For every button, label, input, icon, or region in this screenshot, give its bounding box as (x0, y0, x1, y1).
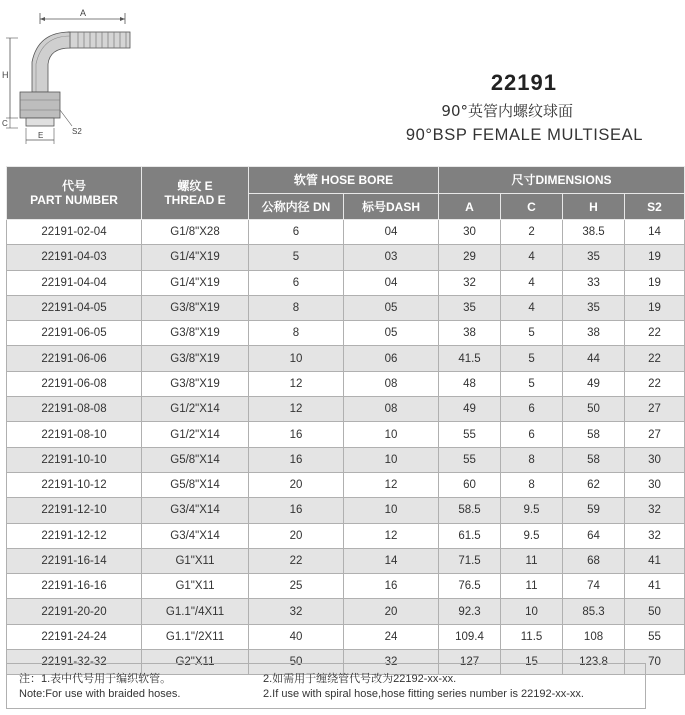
cell-part-number: 22191-08-08 (7, 397, 142, 422)
cell-dim-h: 64 (563, 523, 625, 548)
cell-dim-a: 55 (439, 422, 501, 447)
note-1-english: Note:For use with braided hoses. (19, 688, 181, 700)
cell-dim-a: 30 (439, 220, 501, 245)
header-dash: 标号DASH (344, 194, 439, 220)
cell-dim-a: 49 (439, 397, 501, 422)
cell-thread: G1/8"X28 (142, 220, 249, 245)
cell-dim-a: 29 (439, 245, 501, 270)
cell-dash: 12 (344, 523, 439, 548)
cell-dash: 05 (344, 321, 439, 346)
cell-thread: G2"X11 (142, 650, 249, 675)
table-body (7, 220, 685, 675)
cell-dim-h: 38.5 (563, 220, 625, 245)
cell-dash: 08 (344, 397, 439, 422)
table-row (7, 447, 685, 472)
cell-dim-h: 44 (563, 346, 625, 371)
table-row (7, 270, 685, 295)
cell-dn: 12 (249, 397, 344, 422)
label-c: C (2, 119, 8, 128)
cell-dn: 20 (249, 523, 344, 548)
cell-dim-c: 8 (501, 472, 563, 497)
header-part-number-en: PART NUMBER (30, 193, 118, 207)
cell-dim-s2: 50 (625, 599, 685, 624)
note-2-chinese: 2.如需用于缠绕管代号改为22192-xx-xx. (263, 673, 457, 685)
cell-part-number: 22191-04-05 (7, 295, 142, 320)
table-row (7, 346, 685, 371)
cell-dim-s2: 19 (625, 245, 685, 270)
part-title: 22191 (490, 70, 557, 95)
cell-dim-s2: 30 (625, 447, 685, 472)
cell-dim-h: 85.3 (563, 599, 625, 624)
header-part-number (7, 167, 142, 220)
cell-part-number: 22191-02-04 (7, 220, 142, 245)
table-row (7, 498, 685, 523)
cell-dim-a: 127 (439, 650, 501, 675)
cell-dim-s2: 70 (625, 650, 685, 675)
table-row (7, 321, 685, 346)
cell-dim-s2: 41 (625, 548, 685, 573)
table-row (7, 422, 685, 447)
cell-part-number: 22191-10-10 (7, 447, 142, 472)
header-thread-cn: 螺纹 E (177, 179, 213, 193)
cell-part-number: 22191-06-08 (7, 371, 142, 396)
cell-dim-c: 4 (501, 270, 563, 295)
cell-dim-c: 2 (501, 220, 563, 245)
cell-dash: 08 (344, 371, 439, 396)
cell-dn: 40 (249, 624, 344, 649)
cell-dash: 32 (344, 650, 439, 675)
cell-dim-a: 32 (439, 270, 501, 295)
elbow-fitting-drawing (0, 0, 150, 160)
cell-dim-c: 4 (501, 245, 563, 270)
cell-part-number: 22191-04-04 (7, 270, 142, 295)
cell-dn: 6 (249, 270, 344, 295)
cell-dim-s2: 22 (625, 321, 685, 346)
cell-dash: 06 (344, 346, 439, 371)
cell-dim-c: 6 (501, 422, 563, 447)
cell-dn: 6 (249, 220, 344, 245)
table-row (7, 574, 685, 599)
cell-part-number: 22191-12-10 (7, 498, 142, 523)
cell-dim-s2: 30 (625, 472, 685, 497)
header-dimensions: 尺寸DIMENSIONS (439, 167, 685, 194)
table-row (7, 624, 685, 649)
table-row (7, 523, 685, 548)
cell-dash: 04 (344, 220, 439, 245)
cell-thread: G1"X11 (142, 548, 249, 573)
header-dn: 公称内径 DN (249, 194, 344, 220)
cell-thread: G3/8"X19 (142, 371, 249, 396)
cell-dash: 16 (344, 574, 439, 599)
cell-dim-s2: 27 (625, 397, 685, 422)
header-a: A (439, 194, 501, 220)
cell-dash: 03 (344, 245, 439, 270)
cell-thread: G1/4"X19 (142, 270, 249, 295)
cell-part-number: 22191-08-10 (7, 422, 142, 447)
cell-dn: 8 (249, 321, 344, 346)
cell-dim-h: 50 (563, 397, 625, 422)
cell-dim-h: 49 (563, 371, 625, 396)
header-thread (142, 167, 249, 220)
cell-dim-s2: 14 (625, 220, 685, 245)
cell-dn: 12 (249, 371, 344, 396)
header-c: C (501, 194, 563, 220)
cell-dim-a: 109.4 (439, 624, 501, 649)
cell-dn: 10 (249, 346, 344, 371)
cell-dn: 22 (249, 548, 344, 573)
table-row (7, 245, 685, 270)
cell-dim-h: 35 (563, 245, 625, 270)
cell-dim-c: 4 (501, 295, 563, 320)
header-thread-en: THREAD E (164, 193, 226, 207)
cell-dim-a: 60 (439, 472, 501, 497)
cell-thread: G3/4"X14 (142, 498, 249, 523)
label-h: H (2, 70, 9, 80)
cell-dn: 5 (249, 245, 344, 270)
cell-dash: 10 (344, 498, 439, 523)
cell-dim-a: 61.5 (439, 523, 501, 548)
cell-dim-a: 55 (439, 447, 501, 472)
cell-dim-h: 58 (563, 447, 625, 472)
title-block (213, 70, 653, 145)
cell-dim-h: 108 (563, 624, 625, 649)
cell-part-number: 22191-12-12 (7, 523, 142, 548)
fitting-diagram (0, 0, 150, 160)
cell-dim-a: 71.5 (439, 548, 501, 573)
cell-dim-s2: 27 (625, 422, 685, 447)
subtitle-english: 90°BSP FEMALE MULTISEAL (405, 126, 643, 144)
cell-dim-a: 76.5 (439, 574, 501, 599)
cell-dim-s2: 32 (625, 523, 685, 548)
table-row (7, 220, 685, 245)
cell-dim-h: 35 (563, 295, 625, 320)
cell-part-number: 22191-16-16 (7, 574, 142, 599)
cell-dash: 12 (344, 472, 439, 497)
cell-dn: 16 (249, 447, 344, 472)
cell-dim-a: 38 (439, 321, 501, 346)
cell-dim-h: 74 (563, 574, 625, 599)
cell-dim-c: 10 (501, 599, 563, 624)
cell-dim-a: 41.5 (439, 346, 501, 371)
cell-part-number: 22191-32-32 (7, 650, 142, 675)
cell-thread: G3/4"X14 (142, 523, 249, 548)
cell-dim-h: 58 (563, 422, 625, 447)
cell-part-number: 22191-06-06 (7, 346, 142, 371)
cell-thread: G3/8"X19 (142, 321, 249, 346)
cell-dim-h: 33 (563, 270, 625, 295)
cell-dim-h: 38 (563, 321, 625, 346)
cell-dim-h: 59 (563, 498, 625, 523)
cell-dash: 10 (344, 422, 439, 447)
cell-dim-c: 11 (501, 548, 563, 573)
table-row (7, 397, 685, 422)
cell-thread: G1.1"/2X11 (142, 624, 249, 649)
cell-dim-c: 11 (501, 574, 563, 599)
subtitle-chinese: 90°英管内螺纹球面 (441, 102, 573, 120)
cell-part-number: 22191-24-24 (7, 624, 142, 649)
cell-dash: 20 (344, 599, 439, 624)
cell-thread: G5/8"X14 (142, 447, 249, 472)
header-h: H (563, 194, 625, 220)
cell-thread: G3/8"X19 (142, 346, 249, 371)
cell-dim-c: 9.5 (501, 523, 563, 548)
cell-dn: 8 (249, 295, 344, 320)
table-row (7, 295, 685, 320)
cell-dn: 50 (249, 650, 344, 675)
label-s2: S2 (72, 127, 82, 136)
cell-dn: 25 (249, 574, 344, 599)
cell-dim-c: 11.5 (501, 624, 563, 649)
cell-dim-c: 5 (501, 321, 563, 346)
table-row (7, 599, 685, 624)
cell-thread: G1/2"X14 (142, 397, 249, 422)
cell-part-number: 22191-04-03 (7, 245, 142, 270)
cell-thread: G3/8"X19 (142, 295, 249, 320)
cell-part-number: 22191-10-12 (7, 472, 142, 497)
cell-dn: 16 (249, 422, 344, 447)
table-row (7, 472, 685, 497)
cell-dash: 10 (344, 447, 439, 472)
cell-part-number: 22191-06-05 (7, 321, 142, 346)
cell-thread: G1/4"X19 (142, 245, 249, 270)
cell-dim-c: 15 (501, 650, 563, 675)
cell-dim-c: 6 (501, 397, 563, 422)
cell-dim-h: 62 (563, 472, 625, 497)
header-part-number-cn: 代号 (61, 179, 86, 193)
label-e: E (38, 131, 44, 140)
cell-dim-h: 68 (563, 548, 625, 573)
cell-dim-a: 92.3 (439, 599, 501, 624)
cell-dash: 24 (344, 624, 439, 649)
cell-dim-c: 5 (501, 346, 563, 371)
header-s2: S2 (625, 194, 685, 220)
cell-thread: G5/8"X14 (142, 472, 249, 497)
cell-dim-c: 8 (501, 447, 563, 472)
cell-dash: 14 (344, 548, 439, 573)
cell-thread: G1/2"X14 (142, 422, 249, 447)
note-2-english: 2.If use with spiral hose,hose fitting series number is 22192-xx-xx. (263, 688, 584, 700)
cell-dim-a: 35 (439, 295, 501, 320)
table-row (7, 548, 685, 573)
header-hose-bore: 软管 HOSE BORE (249, 167, 439, 194)
cell-thread: G1"X11 (142, 574, 249, 599)
cell-dim-a: 58.5 (439, 498, 501, 523)
cell-dim-a: 48 (439, 371, 501, 396)
cell-dim-s2: 22 (625, 371, 685, 396)
cell-dim-s2: 32 (625, 498, 685, 523)
cell-dim-s2: 22 (625, 346, 685, 371)
label-a: A (80, 8, 87, 18)
cell-part-number: 22191-16-14 (7, 548, 142, 573)
cell-thread: G1.1"/4X11 (142, 599, 249, 624)
cell-dn: 32 (249, 599, 344, 624)
cell-dim-s2: 55 (625, 624, 685, 649)
cell-dim-h: 123.8 (563, 650, 625, 675)
cell-dim-c: 9.5 (501, 498, 563, 523)
cell-dim-s2: 19 (625, 270, 685, 295)
cell-dim-c: 5 (501, 371, 563, 396)
notes-box (6, 663, 646, 709)
table-row (7, 371, 685, 396)
note-1-chinese: 注：1.表中代号用于编织软管。 (19, 673, 172, 685)
cell-dash: 05 (344, 295, 439, 320)
cell-dash: 04 (344, 270, 439, 295)
cell-part-number: 22191-20-20 (7, 599, 142, 624)
dimensions-table (6, 166, 685, 675)
cell-dn: 16 (249, 498, 344, 523)
cell-dn: 20 (249, 472, 344, 497)
cell-dim-s2: 19 (625, 295, 685, 320)
cell-dim-s2: 41 (625, 574, 685, 599)
